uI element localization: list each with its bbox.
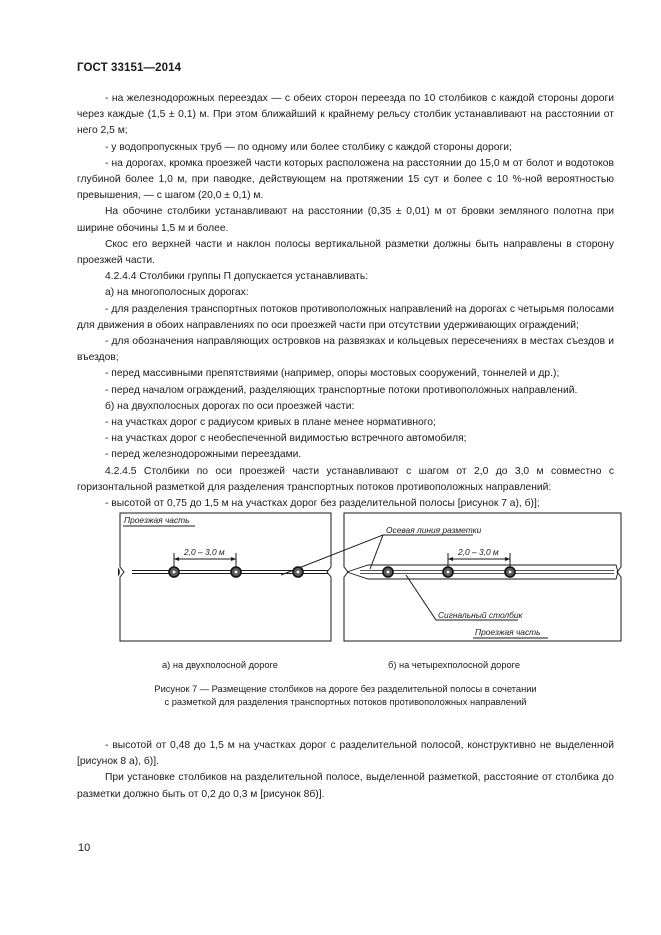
paragraph: При установке столбиков на разделительной полосе, выделенной разметкой, расстояние от столбика до разметки должно быть от 0,2 до 0,3 м [рисунок 8б)]. xyxy=(77,772,614,800)
caption-b: б) на четырехполосной дороге xyxy=(388,660,521,670)
paragraph: - на железнодорожных переездах — с обеих сторон переезда по 10 столбиков с каждой стороны дороги через каждые (1,5 ± 0,1) м. При этом ближайший к крайнему рельсу столбик устанавливают на расстоянии от него 2,5 м; xyxy=(77,93,614,137)
label-signal-post: Сигнальный столбик xyxy=(438,610,523,620)
figure-title xyxy=(77,683,614,709)
paragraph: - для обозначения направляющих островков на развязках и кольцевых пересечениях в местах съездов и въездов; xyxy=(77,336,614,364)
document-header: ГОСТ 33151—2014 xyxy=(77,62,182,74)
label-roadway-right: Проезжая часть xyxy=(475,627,541,637)
section-heading: 4.2.4.5 Столбики по оси проезжей части устанавливают с шагом от 2,0 до 3,0 м совместно с горизонтальной разметкой для разделения транспортных потоков противоположных направлений: xyxy=(77,465,614,493)
signal-post xyxy=(118,567,119,577)
label-roadway-left: Проезжая часть xyxy=(124,515,190,525)
label-axis-line: Осевая линия разметки xyxy=(386,525,482,535)
label-dim-left: 2,0 – 3,0 м xyxy=(184,547,225,557)
figure-7-diagram xyxy=(118,509,623,646)
posts-row-a xyxy=(118,567,303,577)
paragraph: - высотой от 0,48 до 1,5 м на участках дорог с разделительной полосой, конструктивно не выделенной [рисунок 8 а), б)]. xyxy=(77,740,614,768)
paragraph: На обочине столбики устанавливают на расстоянии (0,35 ± 0,01) м от бровки земляного полотна при ширине обочины 1,5 м и более. xyxy=(77,206,614,234)
paragraph: а) на многополосных дорогах: xyxy=(105,287,249,299)
paragraph: - высотой от 0,75 до 1,5 м на участках дорог без разделительной полосы [рисунок 7 а), б)]; xyxy=(105,498,540,510)
paragraph: б) на двухполосных дорогах по оси проезжей части: xyxy=(105,400,355,412)
page-number: 10 xyxy=(78,842,91,854)
paragraph: - перед началом ограждений, разделяющих транспортные потоки противоположных направлений. xyxy=(105,384,578,396)
paragraph: - на участках дорог с радиусом кривых в плане менее нормативного; xyxy=(105,417,436,429)
caption-a: а) на двухполосной дороге xyxy=(162,660,278,670)
body-text-bottom xyxy=(77,738,614,803)
paragraph: - для разделения транспортных потоков противоположных направлений на дорогах с четырьмя полосами для движения в обоих направлениях по оси проезжей части при отсутствии удерживающих ограждений; xyxy=(77,303,614,331)
paragraph: - у водопропускных труб — по одному или более столбику с каждой стороны дороги; xyxy=(105,141,512,153)
figure-title-line: с разметкой для разделения транспортных потоков противоположных направлений xyxy=(164,697,527,707)
paragraph: - на дорогах, кромка проезжей части которых расположена на расстоянии до 15,0 м от болот и водотоков глубиной более 1,0 м, при паводке, действующем на протяжении 15 сут и более с 10 %-ной вероятностью превышения, — с шагом (20,0 ± 0,1) м. xyxy=(77,157,614,202)
figure-title-line: Рисунок 7 — Размещение столбиков на дороге без разделительной полосы в сочетании xyxy=(154,684,537,694)
paragraph: - на участках дорог с необеспеченной видимостью встречного автомобиля; xyxy=(105,433,467,445)
paragraph: - перед массивными препятствиями (например, опоры мостовых сооружений, тоннелей и др.); xyxy=(105,368,560,380)
body-text-top xyxy=(77,91,614,512)
paragraph: - перед железнодорожными переездами. xyxy=(105,449,302,461)
label-dim-right: 2,0 – 3,0 м xyxy=(458,547,499,557)
section-heading: 4.2.4.4 Столбики группы П допускается устанавливать: xyxy=(105,271,369,283)
paragraph: Скос его верхней части и наклон полосы вертикальной разметки должны быть направлены в сторону проезжей части. xyxy=(77,238,614,267)
